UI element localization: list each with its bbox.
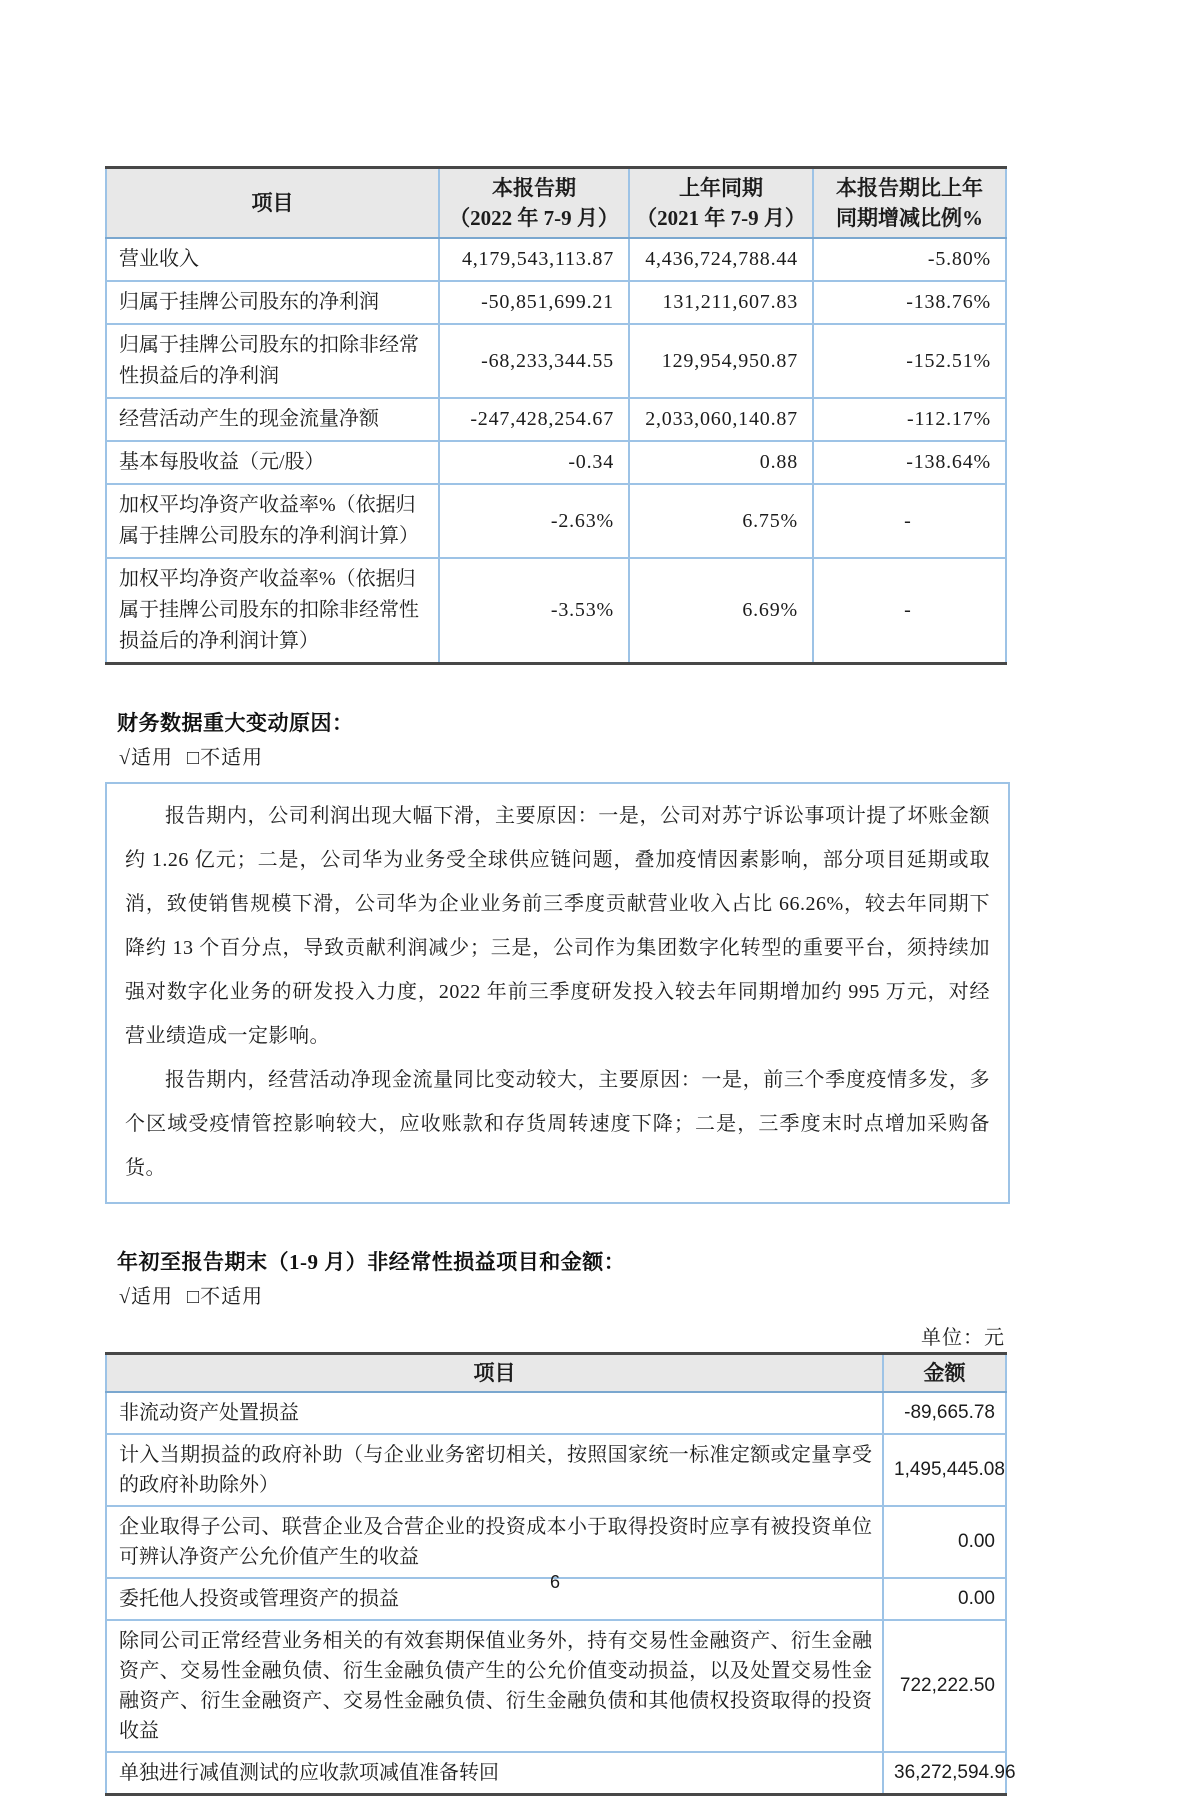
col-header-item-label: 项目: [251, 191, 294, 215]
unit-label: 单位：元: [921, 1327, 1005, 1349]
row-current-value: -0.34: [439, 441, 629, 484]
col-header-current-period: [439, 168, 629, 239]
row-item-label: 非流动资产处置损益: [106, 1392, 883, 1434]
row-change-value: -5.80%: [813, 238, 1006, 281]
col-header-prior-line2: （2021 年 7-9 月）: [636, 206, 806, 230]
row-prior-value: 6.69%: [629, 558, 813, 664]
row-item-label: 经营活动产生的现金流量净额: [106, 398, 439, 441]
table-header-row: [106, 168, 1006, 239]
row-change-value: -138.64%: [813, 441, 1006, 484]
row-amount-value: 722,222.50: [883, 1620, 1006, 1752]
row-item-label: 企业取得子公司、联营企业及合营企业的投资成本小于取得投资时应享有被投资单位可辨认净资产公允价值产生的收益: [106, 1506, 883, 1578]
row-current-value: -68,233,344.55: [439, 324, 629, 398]
col-header-current-line1: 本报告期: [492, 176, 576, 200]
row-current-value: 4,179,543,113.87: [439, 238, 629, 281]
col-header-amount: 金额: [883, 1354, 1006, 1393]
row-prior-value: 4,436,724,788.44: [629, 238, 813, 281]
reason-paragraph: 报告期内，经营活动净现金流量同比变动较大，主要原因：一是，前三个季度疫情多发，多个区域受疫情管控影响较大，应收账款和存货周转速度下降；二是，三季度末时点增加采购备货。: [125, 1069, 990, 1179]
row-item-label: 加权平均净资产收益率%（依据归属于挂牌公司股东的净利润计算）: [106, 484, 439, 558]
row-prior-value: 131,211,607.83: [629, 281, 813, 324]
col-header-item: [106, 168, 439, 239]
row-prior-value: 6.75%: [629, 484, 813, 558]
col-header-change-line1: 本报告期比上年: [836, 176, 983, 200]
row-prior-value: 0.88: [629, 441, 813, 484]
table-row: [106, 238, 1006, 281]
col-header-prior-period: [629, 168, 813, 239]
row-amount-value: 0.00: [883, 1578, 1006, 1620]
table-row: [106, 324, 1006, 398]
reason-text-box: [105, 782, 1010, 1204]
col-header-change-line2: 同期增减比例%: [836, 206, 983, 230]
col-header-change-ratio: [813, 168, 1006, 239]
row-change-value: -112.17%: [813, 398, 1006, 441]
row-amount-value: 36,272,594.96: [883, 1752, 1006, 1795]
row-item-label: 单独进行减值测试的应收款项减值准备转回: [106, 1752, 883, 1795]
col-header-item: 项目: [106, 1354, 883, 1393]
row-amount-value: 0.00: [883, 1506, 1006, 1578]
row-amount-value: 1,495,445.08: [883, 1434, 1006, 1506]
section-heading-financial-change-reason: 财务数据重大变动原因：: [117, 711, 354, 735]
row-item-label: 归属于挂牌公司股东的扣除非经常性损益后的净利润: [106, 324, 439, 398]
table-row: [106, 1752, 1006, 1795]
row-current-value: -50,851,699.21: [439, 281, 629, 324]
row-prior-value: 2,033,060,140.87: [629, 398, 813, 441]
row-prior-value: 129,954,950.87: [629, 324, 813, 398]
row-current-value: -247,428,254.67: [439, 398, 629, 441]
table-row: [106, 441, 1006, 484]
table-row: [106, 558, 1006, 664]
row-item-label: 委托他人投资或管理资产的损益: [106, 1578, 883, 1620]
table-row: [106, 484, 1006, 558]
table-row: [106, 398, 1006, 441]
row-item-label: 基本每股收益（元/股）: [106, 441, 439, 484]
row-item-label: 归属于挂牌公司股东的净利润: [106, 281, 439, 324]
row-change-value: -138.76%: [813, 281, 1006, 324]
applicability-line: [119, 741, 1005, 770]
table-row: [106, 1620, 1006, 1752]
col-header-current-line2: （2022 年 7-9 月）: [449, 206, 619, 230]
table-row: [106, 1506, 1006, 1578]
unchecked-not-applicable-label: □不适用: [186, 1286, 264, 1308]
row-item-label: 除同公司正常经营业务相关的有效套期保值业务外，持有交易性金融资产、衍生金融资产、交易性金融负债、衍生金融负债产生的公允价值变动损益，以及处置交易性金融资产、衍生金融资产、交易性金融负债、衍生金融负债和其他债权投资取得的投资收益: [106, 1620, 883, 1752]
applicability-line: [119, 1280, 1005, 1309]
row-item-label: 计入当期损益的政府补助（与企业业务密切相关，按照国家统一标准定额或定量享受的政府补助除外）: [106, 1434, 883, 1506]
checked-applicable-label: √适用: [119, 747, 173, 769]
row-item-label: 营业收入: [106, 238, 439, 281]
reason-paragraph: 报告期内，公司利润出现大幅下滑，主要原因：一是，公司对苏宁诉讼事项计提了坏账金额约 1.26 亿元；二是，公司华为业务受全球供应链问题，叠加疫情因素影响，部分项目延期或取消，致使销售规模下滑，公司华为企业业务前三季度贡献营业收入占比 66.26%，较去年同期下降约 13 个百分点，导致贡献利润减少；三是，公司作为集团数字化转型的重要平台，须持续加强对数字化业务的研发投入力度，2022 年前三季度研发投入较去年同期增加约 995 万元，对经营业绩造成一定影响。: [125, 805, 990, 1047]
row-change-value: -152.51%: [813, 324, 1006, 398]
table-row: [106, 281, 1006, 324]
page-content: [105, 0, 1016, 1796]
checked-applicable-label: √适用: [119, 1286, 173, 1308]
row-change-value: -: [813, 558, 1006, 664]
row-change-value: -: [813, 484, 1006, 558]
section-heading-nonrecurring-items: 年初至报告期末（1-9 月）非经常性损益项目和金额：: [117, 1250, 626, 1274]
col-header-prior-line1: 上年同期: [679, 176, 763, 200]
unchecked-not-applicable-label: □不适用: [186, 747, 264, 769]
row-current-value: -2.63%: [439, 484, 629, 558]
financial-summary-table: [105, 166, 1007, 665]
table-row: [106, 1392, 1006, 1434]
table-row: [106, 1434, 1006, 1506]
row-current-value: -3.53%: [439, 558, 629, 664]
table-header-row: [106, 1354, 1006, 1393]
row-amount-value: -89,665.78: [883, 1392, 1006, 1434]
row-item-label: 加权平均净资产收益率%（依据归属于挂牌公司股东的扣除非经常性损益后的净利润计算）: [106, 558, 439, 664]
page-number: 6: [549, 1572, 560, 1592]
